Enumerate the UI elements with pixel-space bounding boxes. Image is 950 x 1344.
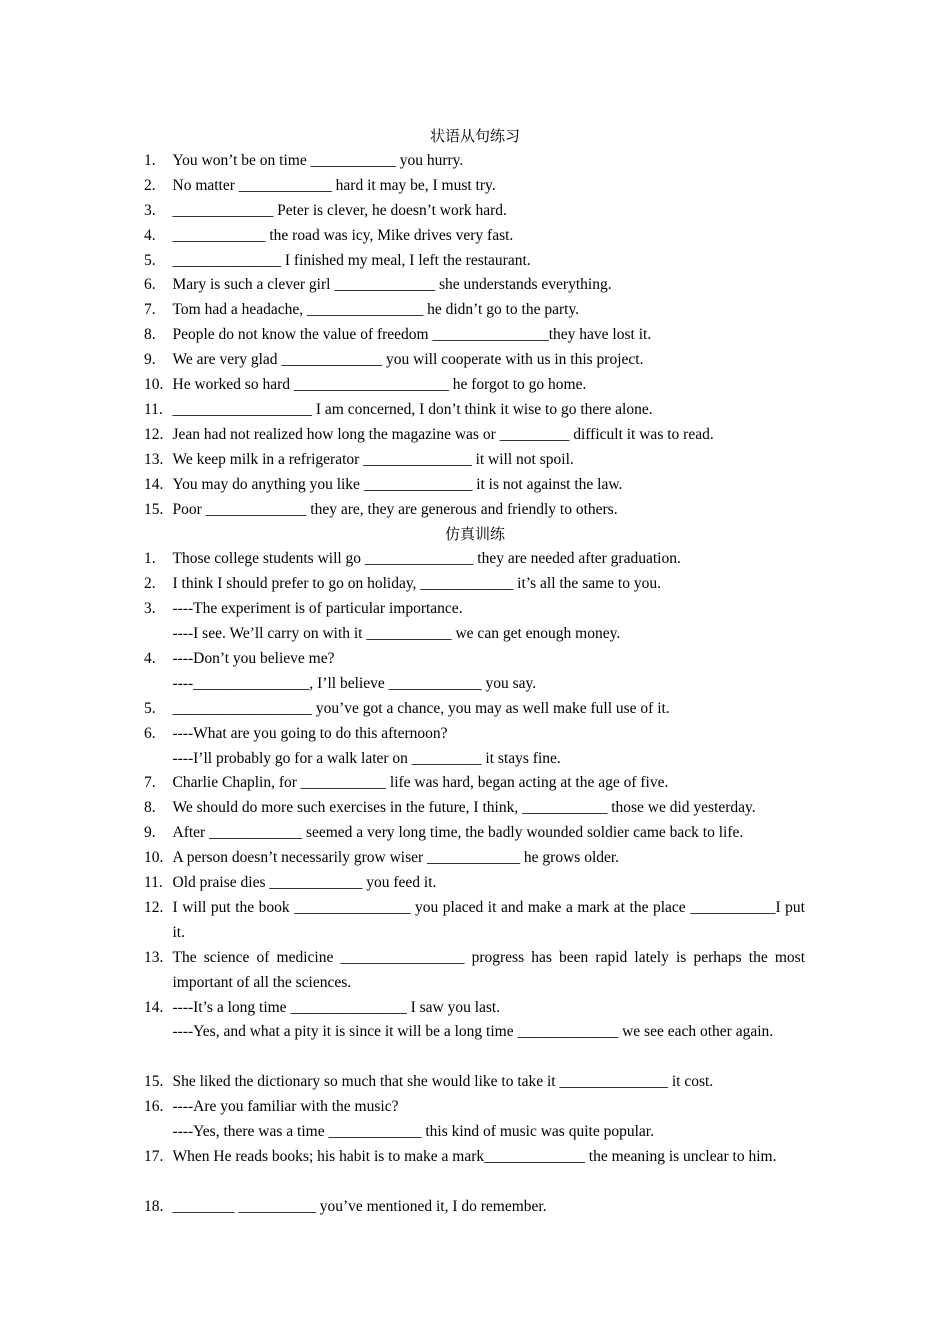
section1-question-5: [144, 249, 805, 274]
question-number: 1.: [144, 151, 156, 169]
question-text: Jean had not realized how long the magazine was or _________ difficult it was to read.: [172, 425, 714, 443]
question-number: 4.: [144, 649, 156, 667]
question-text: Poor _____________ they are, they are generous and friendly to others.: [172, 500, 618, 518]
question-text: _____________ Peter is clever, he doesn’t work hard.: [172, 201, 507, 219]
question-number: 8.: [144, 326, 156, 344]
section2-question-2: [144, 572, 805, 597]
section1-question-13: [144, 448, 805, 473]
question-number: 14.: [144, 998, 164, 1016]
question-text: __________________ you’ve got a chance, you may as well make full use of it.: [172, 699, 670, 717]
section1-question-7: [144, 298, 805, 323]
question-text: You won’t be on time ___________ you hurry.: [172, 151, 464, 169]
section1-question-9: [144, 348, 805, 373]
question-text: ----Don’t you believe me?: [172, 649, 335, 667]
question-number: 2.: [144, 575, 156, 593]
dialogue-reply: ----I’ll probably go for a walk later on _________ it stays fine.: [172, 749, 561, 767]
section2-question-3: [144, 597, 805, 647]
section1-question-12: [144, 423, 805, 448]
question-number: 4.: [144, 226, 156, 244]
section1-question-15: [144, 498, 805, 523]
section2-question-12: [144, 896, 805, 946]
question-number: 9.: [144, 351, 156, 369]
section2-question-7: [144, 771, 805, 796]
question-number: 15.: [144, 500, 164, 518]
question-text: People do not know the value of freedom _______________they have lost it.: [172, 326, 652, 344]
question-number: 7.: [144, 301, 156, 319]
section2-question-1: [144, 547, 805, 572]
question-text: Those college students will go ______________ they are needed after graduation.: [172, 550, 681, 568]
question-text: ________ __________ you’ve mentioned it, I do remember.: [172, 1197, 547, 1215]
question-text: I think I should prefer to go on holiday, ____________ it’s all the same to you.: [172, 575, 661, 593]
section1-question-2: [144, 174, 805, 199]
dialogue-reply: ----Yes, there was a time ____________ this kind of music was quite popular.: [172, 1123, 654, 1140]
section2-question-5: [144, 697, 805, 722]
question-text: ______________ I finished my meal, I left the restaurant.: [172, 251, 531, 269]
question-text: We keep milk in a refrigerator ______________ it will not spoil.: [172, 450, 574, 468]
question-number: 16.: [144, 1098, 164, 1116]
question-number: 2.: [144, 176, 156, 194]
question-text: Mary is such a clever girl _____________ she understands everything.: [172, 276, 612, 294]
section1-question-1: [144, 149, 805, 174]
section2-title: 仿真训练: [444, 525, 505, 544]
question-text: ----The experiment is of particular importance.: [172, 600, 463, 618]
question-text: She liked the dictionary so much that she would like to take it ______________ it cost.: [172, 1073, 714, 1091]
question-number: 17.: [144, 1147, 164, 1165]
section2-question-11: [144, 871, 805, 896]
question-number: 13.: [144, 450, 164, 468]
question-number: 7.: [144, 774, 156, 792]
section1-question-14: [144, 473, 805, 498]
question-text: When He reads books; his habit is to make a mark_____________ the meaning is unclear to him.: [172, 1147, 777, 1165]
section1-question-11: [144, 398, 805, 423]
question-text: After ____________ seemed a very long time, the badly wounded soldier came back to life.: [172, 824, 744, 842]
section1-question-8: [144, 323, 805, 348]
section1-question-3: [144, 199, 805, 224]
section2-question-17: [144, 1145, 805, 1170]
section2-question-10: [144, 846, 805, 871]
question-text: Old praise dies ____________ you feed it.: [172, 874, 437, 891]
question-number: 1.: [144, 550, 156, 568]
question-text: __________________ I am concerned, I don’t think it wise to go there alone.: [172, 400, 653, 418]
dialogue-reply: ----Yes, and what a pity it is since it will be a long time _____________ we see each other again.: [172, 1023, 774, 1041]
question-number: 14.: [144, 475, 164, 493]
question-number: 11.: [144, 874, 163, 891]
section2-question-15: [144, 1070, 805, 1095]
question-text: ----What are you going to do this afternoon?: [172, 724, 448, 742]
section1-question-10: [144, 373, 805, 398]
question-number: 12.: [144, 898, 164, 916]
question-text: Tom had a headache, _______________ he didn’t go to the party.: [172, 301, 580, 319]
question-text: We should do more such exercises in the future, I think, ___________ those we did yesterday.: [172, 799, 756, 817]
question-number: 13.: [144, 948, 164, 966]
question-number: 12.: [144, 425, 164, 443]
question-text: The science of medicine ________________ progress has been rapid lately is perhaps the most important of all the sciences.: [172, 948, 805, 991]
question-number: 5.: [144, 699, 156, 717]
section1-question-4: [144, 224, 805, 249]
question-number: 10.: [144, 376, 164, 393]
question-text: I will put the book _______________ you placed it and make a mark at the place ___________I put it.: [172, 898, 805, 941]
section1-question-6: [144, 273, 805, 298]
question-number: 5.: [144, 251, 156, 269]
question-number: 15.: [144, 1073, 164, 1091]
question-number: 10.: [144, 849, 164, 867]
section2-question-16: [144, 1095, 805, 1145]
section2-question-9: [144, 821, 805, 846]
question-number: 8.: [144, 799, 156, 817]
section2-question-14: [144, 996, 805, 1046]
question-text: A person doesn’t necessarily grow wiser ____________ he grows older.: [172, 849, 620, 867]
dialogue-reply: ----_______________, I’ll believe ____________ you say.: [172, 674, 537, 692]
question-text: ----It’s a long time _______________ I saw you last.: [172, 998, 501, 1016]
question-number: 6.: [144, 724, 156, 742]
section2-question-8: [144, 796, 805, 821]
section2-question-18: [144, 1195, 805, 1220]
section2-question-6: [144, 722, 805, 772]
question-text: He worked so hard ____________________ he forgot to go home.: [172, 376, 587, 393]
question-text: You may do anything you like ______________ it is not against the law.: [172, 475, 623, 493]
question-text: ____________ the road was icy, Mike drives very fast.: [172, 226, 514, 244]
question-text: Charlie Chaplin, for ___________ life was hard, began acting at the age of five.: [172, 774, 669, 792]
question-number: 9.: [144, 824, 156, 842]
question-number: 3.: [144, 600, 156, 618]
question-text: No matter ____________ hard it may be, I must try.: [172, 176, 496, 194]
question-text: We are very glad _____________ you will cooperate with us in this project.: [172, 351, 644, 369]
section2-question-4: [144, 647, 805, 697]
question-number: 3.: [144, 201, 156, 219]
dialogue-reply: ----I see. We’ll carry on with it ___________ we can get enough money.: [172, 625, 621, 642]
question-number: 6.: [144, 276, 156, 294]
section1-title: 状语从句练习: [429, 127, 520, 145]
question-number: 11.: [144, 400, 163, 418]
section2-question-13: [144, 946, 805, 996]
question-number: 18.: [144, 1197, 164, 1215]
question-text: ----Are you familiar with the music?: [172, 1098, 399, 1116]
